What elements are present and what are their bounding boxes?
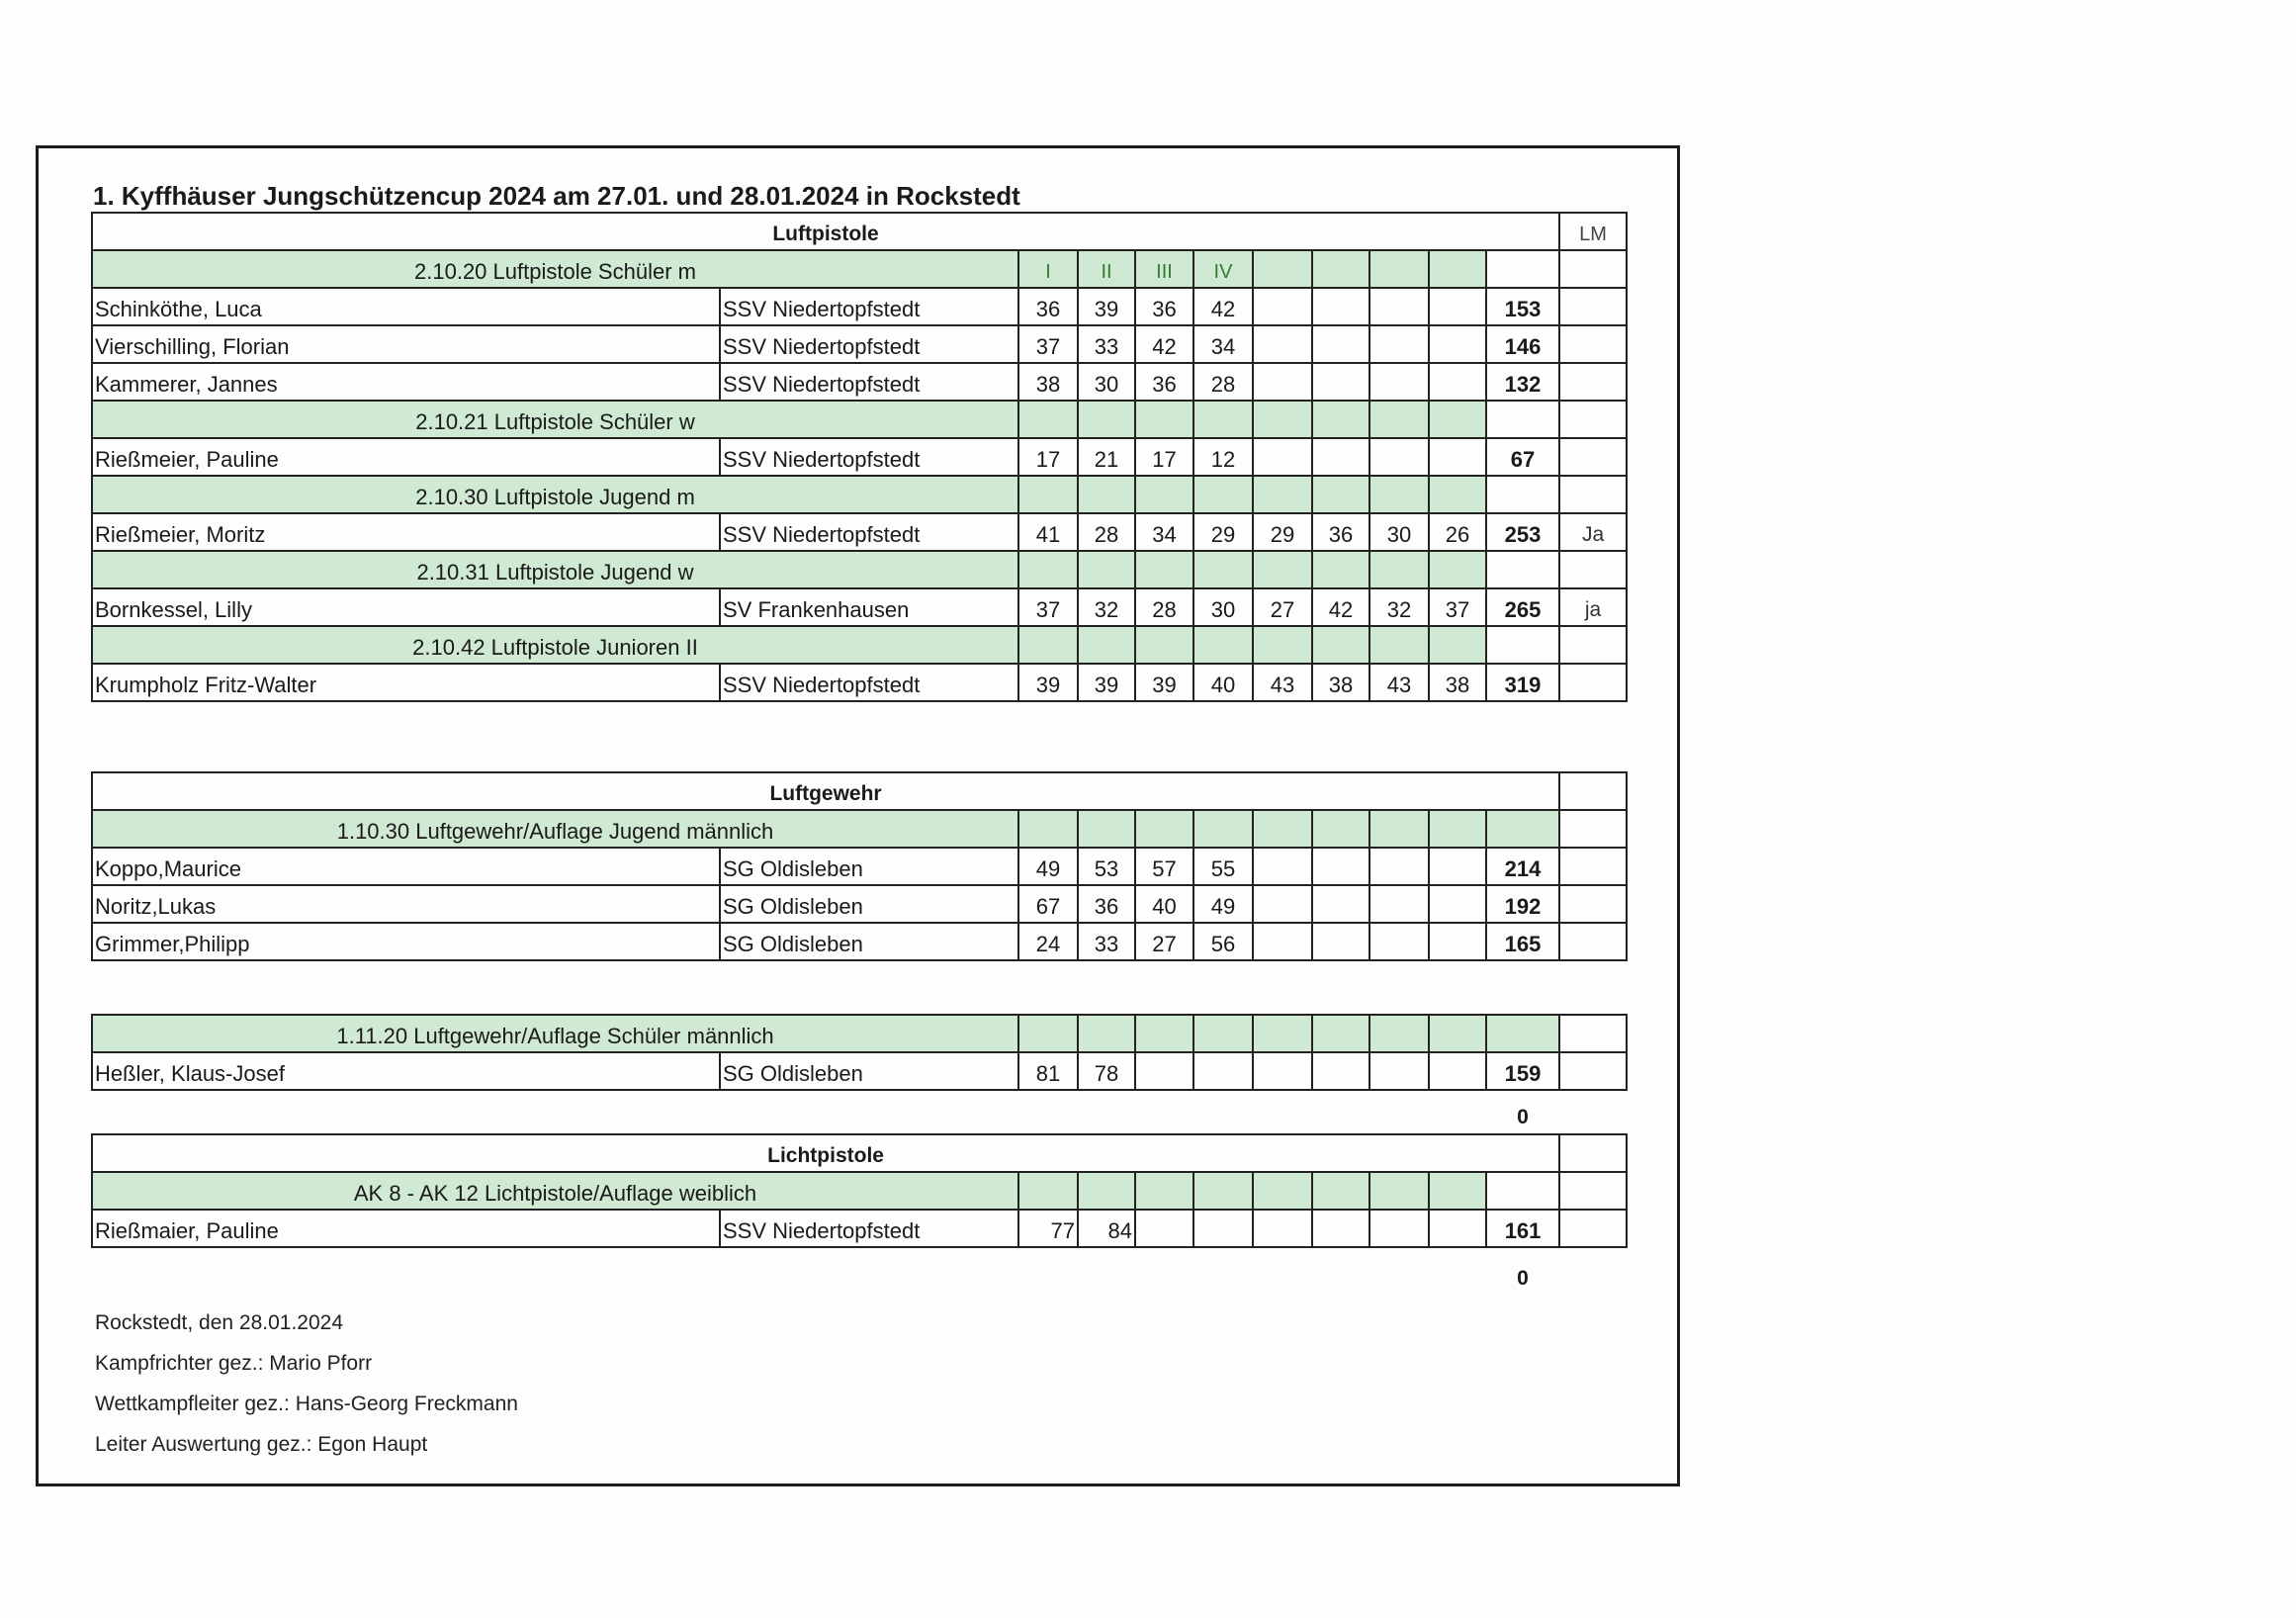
series-empty-cell [1312,810,1369,848]
series-score-1: 37 [1018,588,1078,626]
series-score-5 [1253,1052,1312,1090]
shooter-name: Heßler, Klaus-Josef [92,1052,720,1090]
series-score-2: 36 [1078,885,1135,923]
category-label: 2.10.42 Luftpistole Junioren II [92,626,1018,664]
series-score-8 [1429,1052,1486,1090]
category-label: 1.11.20 Luftgewehr/Auflage Schüler männlich [92,1015,1018,1052]
table-row [92,513,1627,551]
series-score-7 [1369,325,1429,363]
total-score: 132 [1486,363,1559,401]
luftpistole-header: Luftpistole [92,213,1559,250]
table-row [92,1052,1627,1090]
series-empty-cell [1018,401,1078,438]
series-score-5: 29 [1253,513,1312,551]
series-score-1: 17 [1018,438,1078,476]
series-empty-cell [1135,551,1193,588]
lm-cell [1559,250,1627,288]
series-empty-cell [1253,551,1312,588]
lm-value [1559,885,1627,923]
shooter-name: Rießmeier, Moritz [92,513,720,551]
club-name: SSV Niedertopfstedt [720,1210,1018,1247]
lm-cell [1559,476,1627,513]
series-empty-cell [1078,626,1135,664]
series-empty-cell [1018,626,1078,664]
series-empty-cell [1429,810,1486,848]
series-score-4: 49 [1193,885,1253,923]
club-name: SV Frankenhausen [720,588,1018,626]
lm-value: Ja [1559,513,1627,551]
series-score-7 [1369,923,1429,960]
series-empty-cell [1135,1015,1193,1052]
series-empty-cell [1429,401,1486,438]
category-row [92,1015,1627,1052]
series-empty-cell [1369,810,1429,848]
category-label: 2.10.21 Luftpistole Schüler w [92,401,1018,438]
series-score-6 [1312,1052,1369,1090]
series-score-8 [1429,848,1486,885]
lm-cell [1559,551,1627,588]
series-header-1: I [1018,250,1078,288]
total-header-cell [1486,401,1559,438]
series-empty-cell [1193,1172,1253,1210]
series-score-2: 21 [1078,438,1135,476]
series-score-7 [1369,288,1429,325]
series-empty-cell [1193,1015,1253,1052]
lichtpistole-header: Lichtpistole [92,1134,1559,1172]
shooter-name: Koppo,Maurice [92,848,720,885]
club-name: SSV Niedertopfstedt [720,363,1018,401]
series-score-3: 40 [1135,885,1193,923]
series-score-4 [1193,1052,1253,1090]
series-empty-cell [1312,551,1369,588]
total-header-cell [1486,810,1559,848]
series-score-6: 42 [1312,588,1369,626]
series-score-6 [1312,848,1369,885]
series-score-8: 26 [1429,513,1486,551]
lm-cell [1559,626,1627,664]
series-empty-cell [1253,626,1312,664]
lm-value [1559,1210,1627,1247]
series-score-6 [1312,923,1369,960]
document-title: 1. Kyffhäuser Jungschützencup 2024 am 27.01. und 28.01.2024 in Rockstedt [93,181,1020,211]
series-score-8: 37 [1429,588,1486,626]
category-row [92,551,1627,588]
series-score-7: 30 [1369,513,1429,551]
series-empty-cell [1193,626,1253,664]
place-date: Rockstedt, den 28.01.2024 [95,1311,344,1334]
series-score-3: 36 [1135,288,1193,325]
series-score-4: 12 [1193,438,1253,476]
category-row [92,810,1627,848]
series-score-3: 28 [1135,588,1193,626]
lm-cell [1559,1015,1627,1052]
lm-value: ja [1559,588,1627,626]
club-name: SSV Niedertopfstedt [720,438,1018,476]
lm-value [1559,664,1627,701]
lm-cell [1559,810,1627,848]
series-score-1: 67 [1018,885,1078,923]
series-score-1: 37 [1018,325,1078,363]
series-empty-cell [1429,626,1486,664]
category-label: 1.10.30 Luftgewehr/Auflage Jugend männlich [92,810,1018,848]
shooter-name: Kammerer, Jannes [92,363,720,401]
series-empty-cell [1369,250,1429,288]
lm-empty-cell [1559,772,1627,810]
series-score-3: 27 [1135,923,1193,960]
table-row [92,664,1627,701]
series-score-8 [1429,885,1486,923]
series-score-8 [1429,1210,1486,1247]
series-empty-cell [1018,1172,1078,1210]
series-empty-cell [1312,476,1369,513]
total-score: 159 [1486,1052,1559,1090]
total-score: 265 [1486,588,1559,626]
shooter-name: Krumpholz Fritz-Walter [92,664,720,701]
series-score-5 [1253,325,1312,363]
category-row [92,626,1627,664]
series-empty-cell [1078,1015,1135,1052]
series-score-5 [1253,923,1312,960]
lm-value [1559,848,1627,885]
series-empty-cell [1253,1015,1312,1052]
series-score-6 [1312,288,1369,325]
series-score-3: 34 [1135,513,1193,551]
lm-column-header: LM [1559,213,1627,250]
lm-cell [1559,1172,1627,1210]
series-empty-cell [1018,551,1078,588]
series-empty-cell [1429,476,1486,513]
total-header-cell [1486,1015,1559,1052]
club-name: SSV Niedertopfstedt [720,664,1018,701]
evaluation-signature: Leiter Auswertung gez.: Egon Haupt [95,1433,428,1456]
series-score-7 [1369,438,1429,476]
shooter-name: Rießmaier, Pauline [92,1210,720,1247]
series-empty-cell [1429,250,1486,288]
schueler-table [91,1014,1628,1091]
luftgewehr-header-row [92,772,1627,810]
category-row [92,1172,1627,1210]
series-empty-cell [1135,626,1193,664]
table-row [92,363,1627,401]
series-score-1: 38 [1018,363,1078,401]
series-empty-cell [1193,401,1253,438]
series-score-7: 43 [1369,664,1429,701]
series-score-6 [1312,363,1369,401]
series-empty-cell [1369,1172,1429,1210]
table-row [92,923,1627,960]
lm-value [1559,363,1627,401]
series-empty-cell [1078,476,1135,513]
total-score: 319 [1486,664,1559,701]
series-score-1: 24 [1018,923,1078,960]
series-empty-cell [1312,626,1369,664]
series-score-4: 28 [1193,363,1253,401]
series-score-6: 36 [1312,513,1369,551]
series-empty-cell [1193,810,1253,848]
series-score-2: 32 [1078,588,1135,626]
series-score-5 [1253,1210,1312,1247]
series-empty-cell [1135,476,1193,513]
series-score-7 [1369,363,1429,401]
series-empty-cell [1078,401,1135,438]
series-empty-cell [1429,551,1486,588]
shooter-name: Schinköthe, Luca [92,288,720,325]
series-empty-cell [1018,1015,1078,1052]
series-score-5 [1253,848,1312,885]
series-empty-cell [1369,401,1429,438]
series-score-1: 39 [1018,664,1078,701]
series-header-4: IV [1193,250,1253,288]
lm-cell [1559,401,1627,438]
series-score-1: 49 [1018,848,1078,885]
total-score: 161 [1486,1210,1559,1247]
total-score: 146 [1486,325,1559,363]
series-score-3 [1135,1052,1193,1090]
series-empty-cell [1018,810,1078,848]
category-label: 2.10.30 Luftpistole Jugend m [92,476,1018,513]
series-score-2: 28 [1078,513,1135,551]
category-row [92,250,1627,288]
table-row [92,288,1627,325]
series-score-3 [1135,1210,1193,1247]
lm-value [1559,438,1627,476]
series-empty-cell [1078,810,1135,848]
series-score-2: 39 [1078,664,1135,701]
series-empty-cell [1253,1172,1312,1210]
series-score-4: 40 [1193,664,1253,701]
series-score-3: 57 [1135,848,1193,885]
total-score: 253 [1486,513,1559,551]
series-score-2: 33 [1078,325,1135,363]
series-score-2: 33 [1078,923,1135,960]
total-header-cell [1486,551,1559,588]
lm-value [1559,1052,1627,1090]
series-empty-cell [1312,401,1369,438]
series-score-2: 30 [1078,363,1135,401]
table-row [92,325,1627,363]
shooter-name: Vierschilling, Florian [92,325,720,363]
series-empty-cell [1135,1172,1193,1210]
series-score-3: 17 [1135,438,1193,476]
series-score-8 [1429,288,1486,325]
leader-signature: Wettkampfleiter gez.: Hans-Georg Freckmann [95,1393,518,1415]
luftpistole-table [91,212,1628,702]
club-name: SG Oldisleben [720,848,1018,885]
series-score-1: 41 [1018,513,1078,551]
luftgewehr-header: Luftgewehr [92,772,1559,810]
series-score-4 [1193,1210,1253,1247]
club-name: SG Oldisleben [720,923,1018,960]
series-score-8 [1429,438,1486,476]
category-label: AK 8 - AK 12 Lichtpistole/Auflage weiblich [92,1172,1018,1210]
series-score-6 [1312,325,1369,363]
category-label: 2.10.31 Luftpistole Jugend w [92,551,1018,588]
series-empty-cell [1312,1172,1369,1210]
series-score-7 [1369,848,1429,885]
series-empty-cell [1253,476,1312,513]
series-score-4: 30 [1193,588,1253,626]
series-empty-cell [1018,476,1078,513]
shooter-name: Rießmeier, Pauline [92,438,720,476]
series-empty-cell [1135,810,1193,848]
series-score-2: 53 [1078,848,1135,885]
series-score-5 [1253,885,1312,923]
series-score-1: 81 [1018,1052,1078,1090]
series-score-7: 32 [1369,588,1429,626]
series-empty-cell [1369,626,1429,664]
total-score: 165 [1486,923,1559,960]
shooter-name: Grimmer,Philipp [92,923,720,960]
total-header-cell [1486,250,1559,288]
series-empty-cell [1078,1172,1135,1210]
series-score-5: 43 [1253,664,1312,701]
lm-value [1559,923,1627,960]
series-empty-cell [1253,250,1312,288]
series-score-2: 84 [1078,1210,1135,1247]
series-empty-cell [1429,1015,1486,1052]
luftgewehr-table [91,771,1628,961]
series-empty-cell [1135,401,1193,438]
category-label: 2.10.20 Luftpistole Schüler m [92,250,1018,288]
series-empty-cell [1193,551,1253,588]
series-score-4: 34 [1193,325,1253,363]
series-score-2: 78 [1078,1052,1135,1090]
luftpistole-header-row [92,213,1627,250]
series-empty-cell [1369,1015,1429,1052]
club-name: SG Oldisleben [720,885,1018,923]
lichtpistole-table [91,1133,1628,1248]
series-score-4: 56 [1193,923,1253,960]
series-score-8 [1429,923,1486,960]
shooter-name: Noritz,Lukas [92,885,720,923]
series-score-5 [1253,288,1312,325]
table-row [92,438,1627,476]
series-empty-cell [1369,476,1429,513]
lm-value [1559,288,1627,325]
club-name: SSV Niedertopfstedt [720,288,1018,325]
table-row [92,885,1627,923]
series-score-8: 38 [1429,664,1486,701]
table-row [92,1210,1627,1247]
total-header-cell [1486,1172,1559,1210]
lm-value [1559,325,1627,363]
series-empty-cell [1312,250,1369,288]
series-score-6 [1312,1210,1369,1247]
series-score-7 [1369,885,1429,923]
series-score-4: 29 [1193,513,1253,551]
series-score-6 [1312,438,1369,476]
total-score: 153 [1486,288,1559,325]
series-score-6: 38 [1312,664,1369,701]
club-name: SSV Niedertopfstedt [720,513,1018,551]
total-score: 192 [1486,885,1559,923]
series-header-2: II [1078,250,1135,288]
series-empty-cell [1369,551,1429,588]
series-score-3: 42 [1135,325,1193,363]
series-score-3: 36 [1135,363,1193,401]
series-empty-cell [1312,1015,1369,1052]
series-score-5 [1253,438,1312,476]
total-header-cell [1486,476,1559,513]
series-score-7 [1369,1210,1429,1247]
series-score-5 [1253,363,1312,401]
series-score-4: 42 [1193,288,1253,325]
series-score-3: 39 [1135,664,1193,701]
table-row [92,588,1627,626]
club-name: SSV Niedertopfstedt [720,325,1018,363]
series-empty-cell [1253,810,1312,848]
category-row [92,401,1627,438]
judge-signature: Kampfrichter gez.: Mario Pforr [95,1352,373,1375]
series-score-5: 27 [1253,588,1312,626]
club-name: SG Oldisleben [720,1052,1018,1090]
lichtpistole-zero-total: 0 [1517,1267,1529,1290]
series-score-8 [1429,325,1486,363]
schueler-zero-total: 0 [1517,1106,1529,1128]
series-score-7 [1369,1052,1429,1090]
series-score-6 [1312,885,1369,923]
series-score-8 [1429,363,1486,401]
lichtpistole-header-row [92,1134,1627,1172]
series-score-1: 36 [1018,288,1078,325]
series-empty-cell [1253,401,1312,438]
series-score-2: 39 [1078,288,1135,325]
category-row [92,476,1627,513]
series-header-3: III [1135,250,1193,288]
series-score-4: 55 [1193,848,1253,885]
series-empty-cell [1078,551,1135,588]
table-row [92,848,1627,885]
series-score-1: 77 [1018,1210,1078,1247]
total-score: 214 [1486,848,1559,885]
total-score: 67 [1486,438,1559,476]
lm-empty-cell [1559,1134,1627,1172]
series-empty-cell [1193,476,1253,513]
total-header-cell [1486,626,1559,664]
series-empty-cell [1429,1172,1486,1210]
shooter-name: Bornkessel, Lilly [92,588,720,626]
